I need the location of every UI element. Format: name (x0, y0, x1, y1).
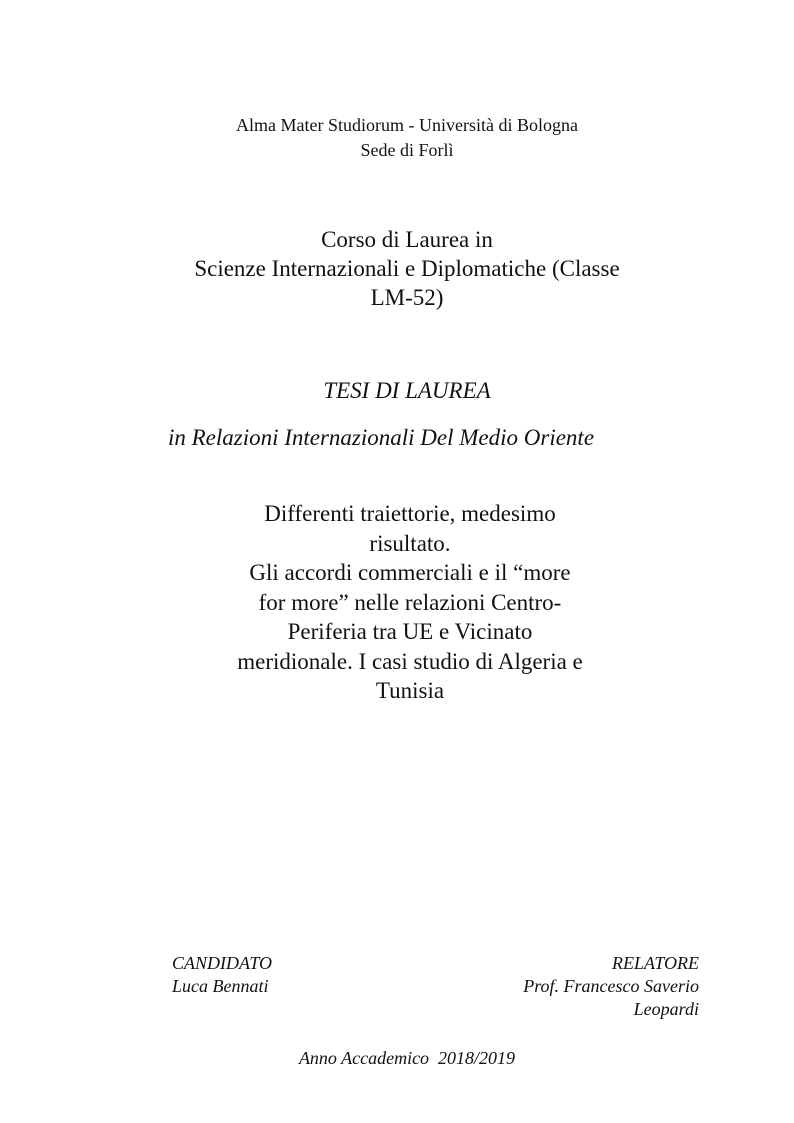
candidate-label: CANDIDATO (172, 953, 273, 973)
candidate-block (172, 952, 272, 998)
campus-name: Sede di Forlì (360, 140, 454, 160)
university-name: Alma Mater Studiorum - Università di Bologna (236, 115, 578, 135)
title-line: Gli accordi commerciali e il “more (249, 560, 571, 585)
course-line-1: Corso di Laurea in (321, 227, 493, 252)
supervisor-block (523, 952, 699, 1021)
title-line: risultato. (369, 530, 451, 556)
candidate-name: Luca Bennati (172, 976, 269, 996)
title-line: meridionale. I casi studio di Algeria e (237, 648, 583, 674)
supervisor-name-line-1: Prof. Francesco Saverio (523, 976, 699, 996)
course-heading (10, 225, 794, 312)
course-line-2: Scienze Internazionali e Diplomatiche (Classe (194, 256, 620, 281)
title-line: Periferia tra UE e Vicinato (287, 619, 533, 644)
thesis-type: TESI DI LAUREA (323, 378, 491, 403)
thesis-subject: in Relazioni Internazionali Del Medio Oriente (167, 425, 595, 450)
title-line: for more” nelle relazioni Centro- (258, 589, 562, 615)
thesis-title (210, 499, 610, 706)
title-line: Tunisia (375, 678, 445, 703)
supervisor-label: RELATORE (611, 953, 699, 973)
university-header (10, 113, 794, 163)
academic-year: Anno Accademico 2018/2019 (298, 1048, 516, 1068)
title-line: Differenti traiettorie, medesimo (264, 501, 556, 526)
supervisor-name-line-2: Leopardi (633, 999, 699, 1019)
course-line-3: LM-52) (370, 285, 444, 310)
